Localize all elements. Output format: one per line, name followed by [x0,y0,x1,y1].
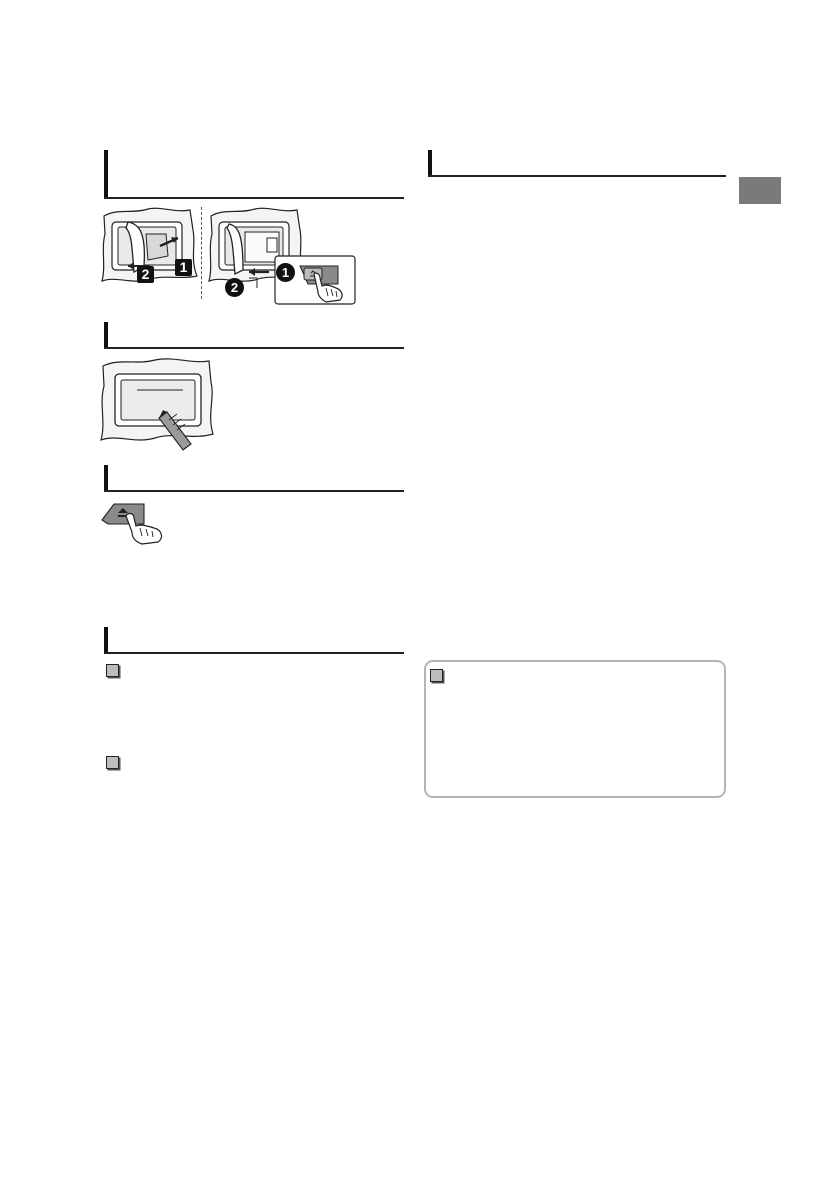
section-bar [104,322,108,348]
eject-button-illustration [100,500,170,544]
step-badge-circle-2: 2 [225,278,244,297]
illustration-divider [201,207,202,299]
section-bar [428,150,432,176]
language-tab [739,177,781,204]
section-bar [104,150,108,199]
section-rule [428,175,726,177]
subsection-marker [106,664,119,677]
subsection-marker [106,756,119,769]
reset-illustration [97,356,217,454]
section-rule [104,490,404,492]
section-bar [104,465,108,491]
section-rule [104,347,404,349]
step-badge-1: 1 [175,259,192,276]
section-rule [104,652,404,654]
release-button-illustration [298,262,358,304]
section-bar [104,627,108,653]
note-box-marker [430,669,443,682]
step-badge-2: 2 [137,266,154,283]
note-box [424,660,726,798]
step-badge-circle-1: 1 [276,263,295,282]
section-rule [104,197,404,199]
